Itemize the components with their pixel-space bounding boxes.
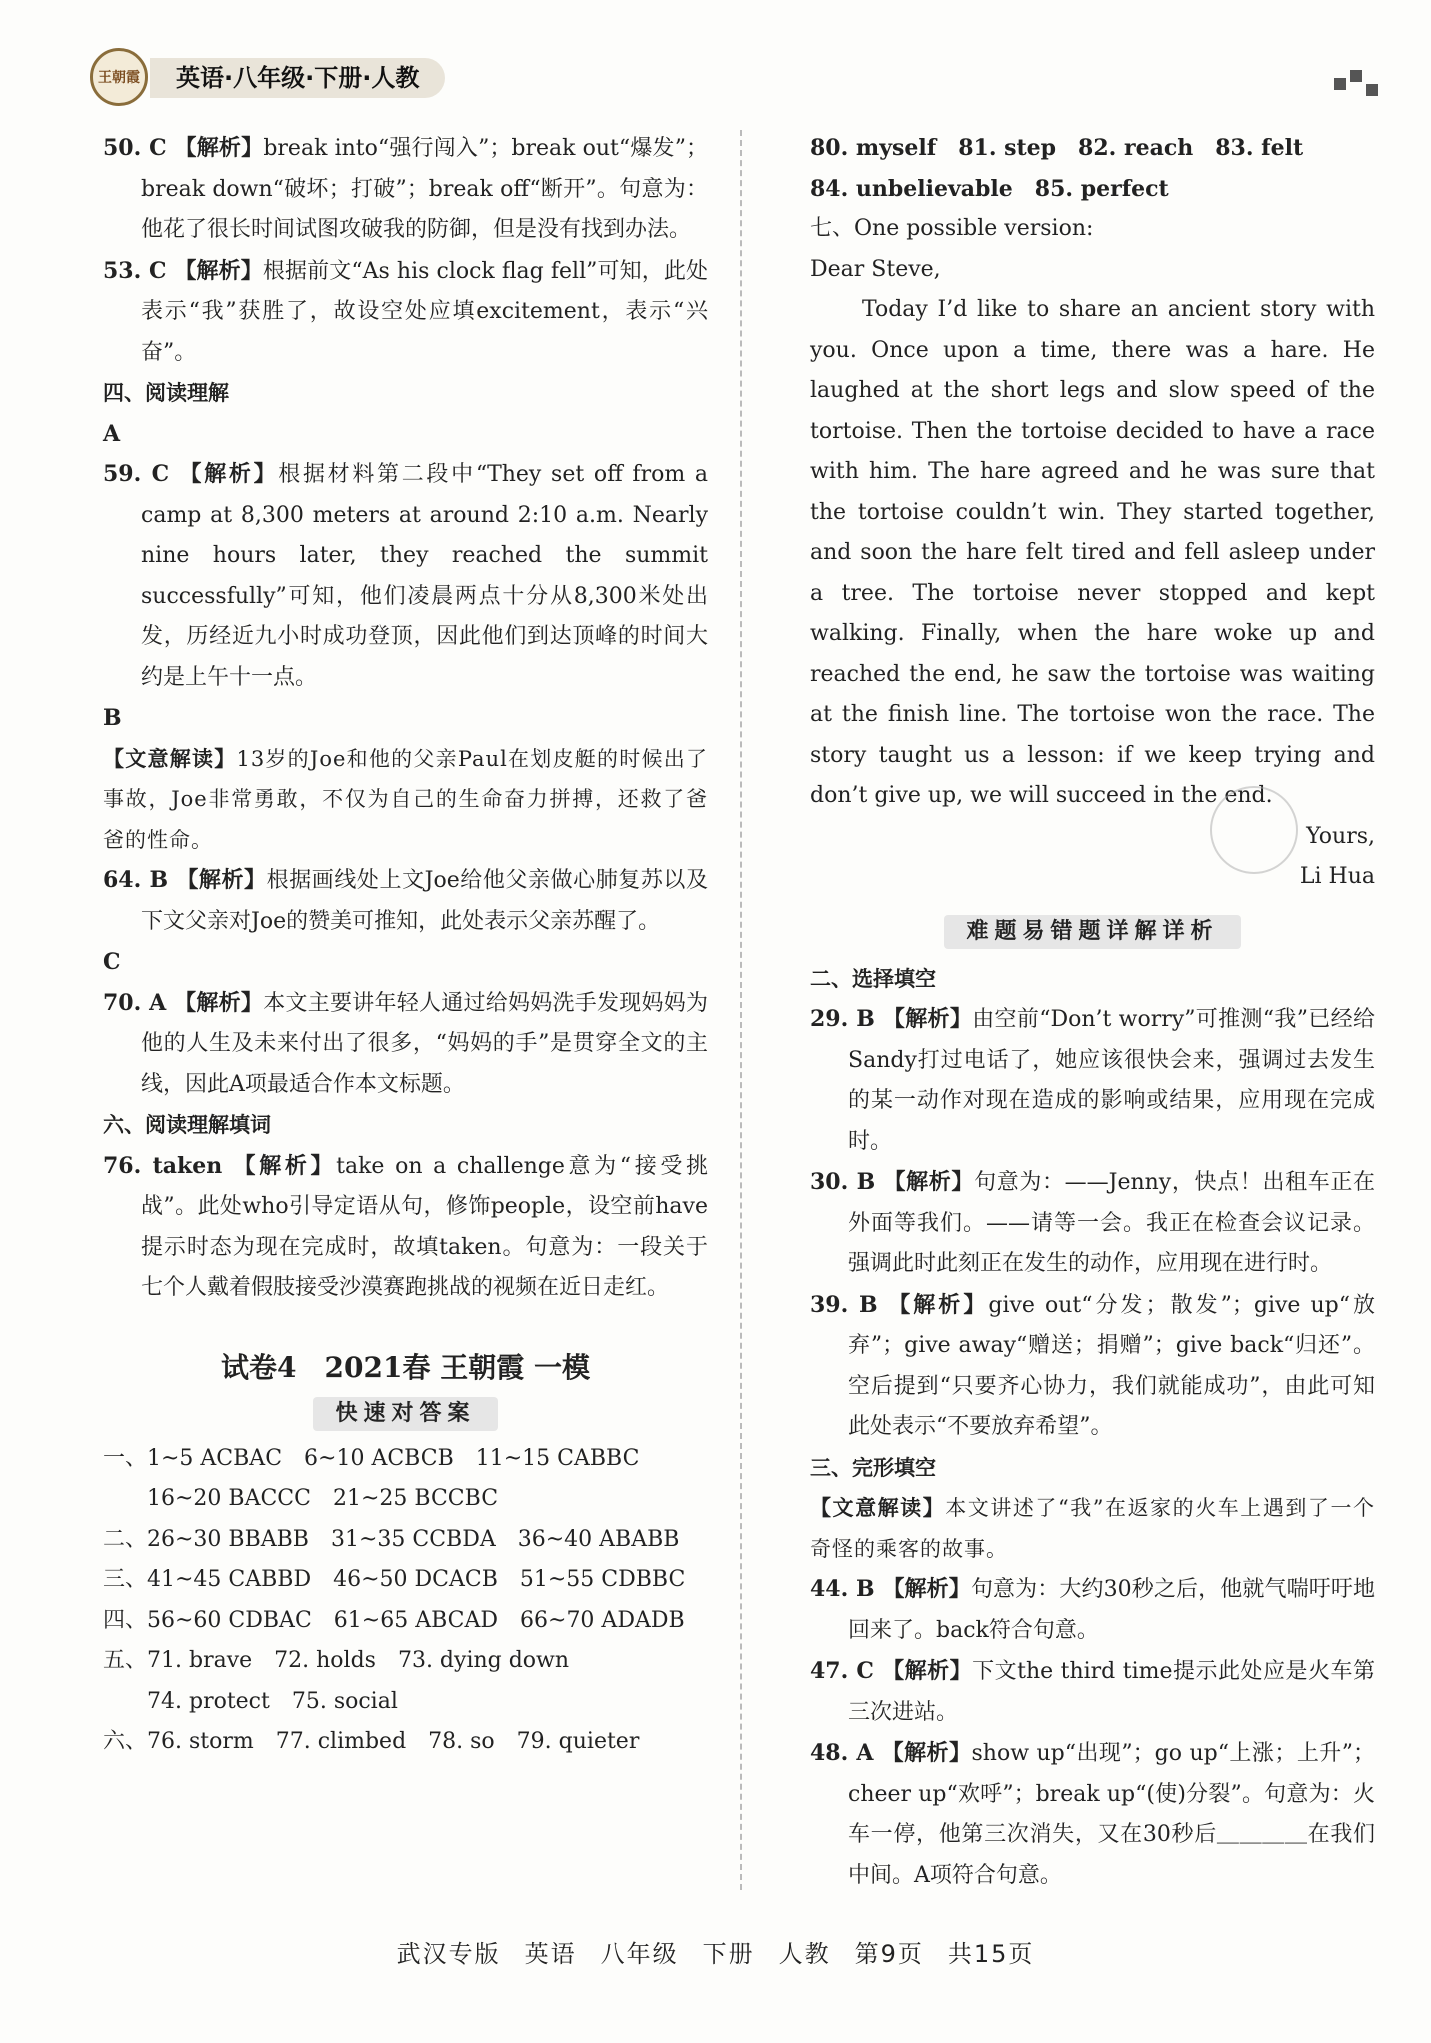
footer-item: 下册 [702, 1940, 755, 1968]
explanation-tag: 【解析】 [888, 1291, 989, 1318]
answer-explanation [103, 1146, 708, 1309]
answer-explanation [810, 1651, 1375, 1733]
passage-label: B [103, 705, 122, 731]
question-number: 30. B [810, 1169, 884, 1195]
decorative-squares-icon [1334, 70, 1380, 100]
answer-explanation [103, 860, 708, 942]
answer-row: 84. unbelievable 85. perfect [810, 175, 1169, 202]
answer-row: 16~20 BACCC 21~25 BCCBC [103, 1486, 499, 1511]
explanation-text: 根据画线处上文Joe给他父亲做心肺复苏以及下文父亲对Joe的赞美可推知，此处表示父亲苏醒了。 [141, 868, 709, 934]
explanation-text: break into“强行闯入”；break out“爆发”；break down“破坏；打破”；break off“断开”。句意为：他花了很长时间试图攻破我的防御，但是没有找到办法。 [141, 136, 708, 242]
question-number: 76. taken [103, 1152, 234, 1179]
section-heading: 三、完形填空 [810, 1455, 936, 1480]
question-number: 64. B [103, 867, 177, 893]
explanation-text: 下文the third time提示此处应是火车第三次进站。 [848, 1659, 1375, 1725]
summary-paragraph [103, 739, 708, 861]
explanation-tag: 【解析】 [882, 1006, 973, 1032]
answer-row: 74. protect 75. social [103, 1688, 398, 1714]
left-column [103, 128, 708, 1763]
footer-item: 八年级 [600, 1940, 679, 1968]
passage-label: C [103, 949, 121, 975]
explanation-tag: 【解析】 [881, 1740, 972, 1766]
top-answers [810, 128, 1375, 209]
summary-tag: 【文意解读】 [810, 1495, 946, 1520]
explanation-tag: 【解析】 [233, 1152, 337, 1179]
letter-greeting: Dear Steve, [810, 256, 941, 282]
answer-list [103, 1439, 708, 1763]
section-heading: 四、阅读理解 [103, 381, 229, 405]
answer-row: 四、56~60 CDBAC 61~65 ABCAD 66~70 ADADB [103, 1607, 685, 1633]
answer-explanation [810, 1162, 1375, 1285]
summary-text: 13岁的Joe和他的父亲Paul在划皮艇的时候出了事故，Joe非常勇敢，不仅为自己的生命奋力拼搏，还救了爸爸的性命。 [103, 746, 708, 852]
explanation-text: take on a challenge意为“接受挑战”。此处who引导定语从句，修饰people，设空前have提示时态为现在完成时，故填taken。句意为：一段关于七个人戴着假肢接受沙漠赛跑挑战的视频在近日走红。 [141, 1153, 708, 1300]
explanation-tag: 【解析】 [883, 1169, 975, 1195]
answer-explanation [810, 1733, 1375, 1896]
explanation-text: 根据材料第二段中“They set off from a camp at 8,300 meters at around 2:10 a.m. Nearly nine hours later, they reached the summit successfully”可知，他们凌晨两点十分从8,300米处出发，历经近九小时成功登顶，因此他们到达顶峰的时间大约是上午十一点。 [141, 462, 709, 690]
question-number: 59. C [103, 461, 180, 487]
right-column [810, 128, 1375, 1896]
letter-signature: Li Hua [1299, 863, 1375, 889]
explanation-text: show up“出现”；go up“上涨；上升”；cheer up“欢呼”；break up“(使)分裂”。句意为：火车一停，他第三次消失，又在30秒后＿＿＿＿在我们中间。A项符合句意。 [848, 1741, 1375, 1888]
footer-item: 人教 [778, 1940, 831, 1968]
letter-body: Today I’d like to share an ancient story with you. Once upon a time, there was a hare. He laughed at the short legs and slow speed of the tortoise. Then the tortoise decided to have a race with him. The hare agreed and he was sure that the tortoise couldn’t win. They started together, and soon the hare felt tired and fell asleep under a tree. The tortoise never stopped and kept walking. Finally, when the hare woke up and reached the end, he saw the tortoise was waiting at the finish line. The tortoise won the race. The story taught us a lesson: if we keep trying and don’t give up, we will succeed in the end. [810, 297, 1375, 808]
question-number: 70. A [103, 989, 175, 1016]
answer-row: 二、26~30 BBABB 31~35 CCBDA 36~40 ABABB [103, 1526, 680, 1552]
explanation-tag: 【解析】 [179, 461, 279, 487]
answer-explanation [810, 999, 1375, 1162]
quick-answer-label [103, 1397, 708, 1431]
question-number: 39. B [810, 1291, 889, 1318]
question-number: 50. C [103, 135, 175, 161]
left-items [103, 128, 708, 1309]
question-number: 48. A [810, 1740, 882, 1766]
right-items [810, 959, 1375, 1897]
summary-tag: 【文意解读】 [103, 745, 237, 771]
question-number: 29. B [810, 1006, 883, 1032]
explanation-text: give out“分发；散发”；give up“放弃”；give away“赠送；捐赠”；give back“归还”。空后提到“只要齐心协力，我们就能成功”，由此可知此处表示“不要放弃希望”。 [848, 1292, 1375, 1439]
book-title: 英语·八年级·下册·人教 [150, 58, 445, 98]
footer-item: 第9页 [854, 1940, 924, 1968]
question-number: 44. B [810, 1576, 883, 1602]
passage-label: A [103, 420, 121, 447]
answer-explanation [103, 251, 708, 374]
answer-row: 五、71. brave 72. holds 73. dying down [103, 1648, 570, 1673]
footer-item: 英语 [524, 1940, 577, 1968]
footer-item: 共15页 [947, 1940, 1035, 1968]
hard-questions-label [810, 915, 1375, 949]
header [90, 48, 1390, 108]
hard-questions-text: 难题易错题详解详析 [944, 915, 1240, 949]
answer-row: 一、1~5 ACBAC 6~10 ACBCB 11~15 CABBC [103, 1445, 640, 1471]
explanation-text: 本文主要讲年轻人通过给妈妈洗手发现妈妈为他的人生及未来付出了很多，“妈妈的手”是贯穿全文的主线，因此A项最适合作本文标题。 [141, 990, 708, 1097]
section-heading: 二、选择填空 [810, 966, 936, 991]
quick-answer-text: 快速对答案 [313, 1397, 497, 1431]
explanation-tag: 【解析】 [174, 257, 263, 284]
explanation-text: 句意为：大约30秒之后，他就气喘吁吁地回来了。back符合句意。 [848, 1577, 1376, 1643]
answer-explanation [103, 454, 708, 698]
question-number: 53. C [103, 257, 175, 284]
logo-text: 王朝霞 [98, 70, 140, 86]
test-title: 试卷4 2021春 王朝霞 一模 [221, 1350, 590, 1384]
explanation-text: 由空前“Don’t worry”可推测“我”已经给Sandy打过电话了，她应该很快会来，强调过去发生的某一动作对现在造成的影响或结果，应用现在完成时。 [848, 1007, 1375, 1154]
footer-item: 武汉专版 [396, 1940, 501, 1968]
answer-explanation [810, 1569, 1375, 1651]
stamp-watermark [1210, 786, 1298, 874]
section-heading: 六、阅读理解填词 [103, 1113, 271, 1137]
explanation-tag: 【解析】 [882, 1576, 971, 1602]
answer-row: 三、41~45 CABBD 46~50 DCACB 51~55 CDBBC [103, 1567, 686, 1592]
answer-explanation [103, 983, 708, 1106]
explanation-tag: 【解析】 [882, 1658, 973, 1684]
summary-text: 本文讲述了“我”在返家的火车上遇到了一个奇怪的乘客的故事。 [810, 1496, 1375, 1561]
letter-label: 七、One possible version: [810, 216, 1094, 241]
explanation-tag: 【解析】 [174, 135, 264, 161]
explanation-text: 根据前文“As his clock flag fell”可知，此处表示“我”获胜了，故设空处应填excitement，表示“兴奋”。 [141, 258, 708, 365]
summary-paragraph [810, 1488, 1375, 1569]
column-divider [740, 130, 742, 1890]
explanation-tag: 【解析】 [174, 989, 264, 1016]
question-number: 47. C [810, 1658, 883, 1684]
answer-explanation [103, 128, 708, 251]
explanation-tag: 【解析】 [176, 867, 267, 893]
answer-explanation [810, 1285, 1375, 1448]
letter-closing: Yours, [1306, 823, 1375, 849]
logo [90, 48, 148, 106]
answer-row: 80. myself 81. step 82. reach 83. felt [810, 135, 1304, 161]
footer [0, 1934, 1431, 1969]
answer-row: 六、76. storm 77. climbed 78. so 79. quieter [103, 1729, 640, 1754]
explanation-text: 句意为：——Jenny，快点！出租车正在外面等我们。——请等一会。我正在检查会议记录。强调此时此刻正在发生的动作，应用现在进行时。 [848, 1170, 1376, 1276]
